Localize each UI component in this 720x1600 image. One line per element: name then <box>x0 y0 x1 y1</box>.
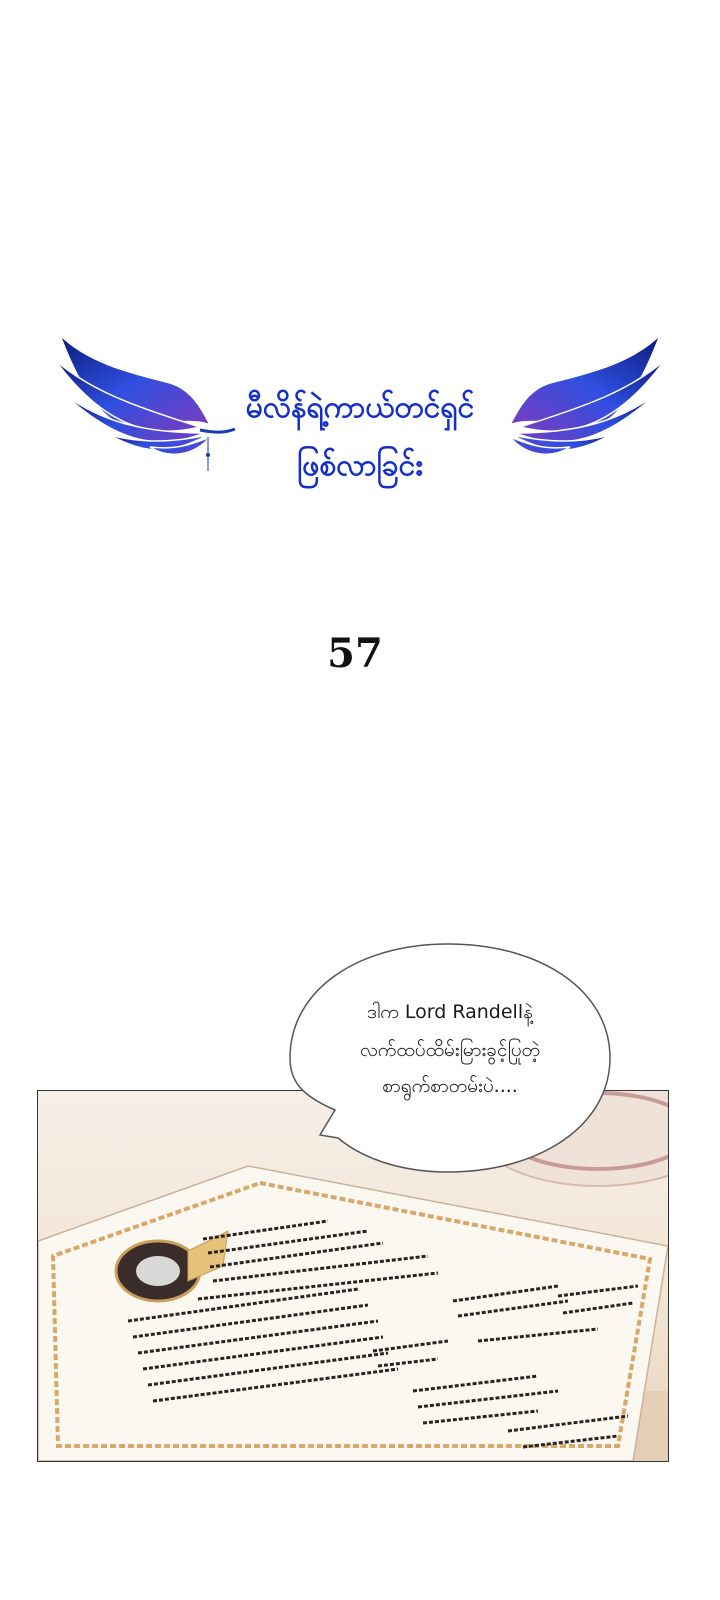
title-line-2: ဖြစ်လာခြင်း <box>297 448 423 483</box>
title-logo <box>50 325 670 505</box>
chapter-number: 57 <box>327 630 383 677</box>
dialogue-line-1: ဒါက Lord Randellနဲ့ <box>367 1001 533 1023</box>
title-line-1: မီလိန်ရဲ့ကာယ်တင်ရှင် <box>245 390 475 425</box>
dialogue-line-3: စာရွက်စာတမ်းပဲ.... <box>382 1075 518 1097</box>
dialogue-line-2: လက်ထပ်ထိမ်းမြားခွင့်ပြုတဲ့ <box>359 1039 541 1061</box>
